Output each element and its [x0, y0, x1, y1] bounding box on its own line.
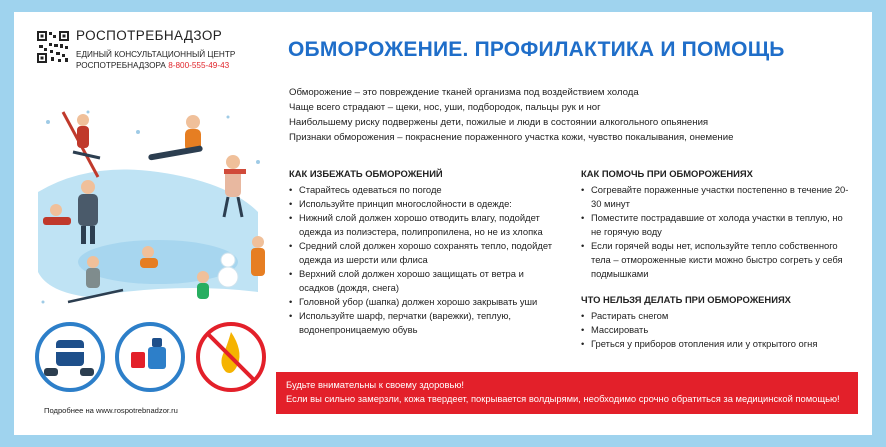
hot-drink-icon	[117, 324, 183, 390]
list-item: • Верхний слой должен хорошо защищать от ветра и осадков (дождя, снега)	[289, 267, 559, 295]
list-item: • Растирать снегом	[581, 309, 851, 323]
avoid-section	[289, 167, 559, 337]
qr-code-icon	[36, 30, 70, 64]
org-sub-line1: ЕДИНЫЙ КОНСУЛЬТАЦИОННЫЙ ЦЕНТР	[76, 50, 236, 59]
org-subtitle	[76, 50, 235, 71]
list-item: • Если горячей воды нет, используйте тепло собственного тела – отмороженные кисти можно быстро согреть у себя подмышками	[581, 239, 851, 281]
winter-illustration	[28, 102, 272, 402]
child-figure	[197, 271, 209, 299]
list-item: • Используйте шарф, перчатки (варежки), теплую, водонепроницаемую обувь	[289, 309, 559, 337]
org-name: РОСПОТРЕБНАДЗОР	[76, 28, 223, 43]
hotline-phone: 8-800-555-49-43	[168, 60, 230, 70]
avoid-list	[289, 183, 559, 337]
warning-line2: Если вы сильно замерзли, кожа твердеет, покрывается волдырями, необходимо срочно обратиться за медицинской помощью!	[286, 393, 840, 404]
dont-section	[581, 293, 851, 351]
list-item: • Греться у приборов отопления или у открытого огня	[581, 337, 851, 351]
help-section	[581, 167, 851, 281]
intro-line: Чаще всего страдают – щеки, нос, уши, подбородок, пальцы рук и ног	[289, 102, 601, 113]
list-item: • Поместите пострадавшие от холода участки в теплую, но не горячую воду	[581, 211, 851, 239]
help-list	[581, 183, 851, 281]
list-item: • Головной убор (шапка) должен хорошо закрывать уши	[289, 295, 559, 309]
page-title: ОБМОРОЖЕНИЕ. ПРОФИЛАКТИКА И ПОМОЩЬ	[288, 38, 785, 61]
list-item: • Средний слой должен хорошо сохранять тепло, подойдет одежда из шерсти или флиса	[289, 239, 559, 267]
dont-list	[581, 309, 851, 351]
warning-line1: Будьте внимательны к своему здоровью!	[286, 379, 465, 390]
walker-figure	[251, 236, 265, 276]
org-sub-line2	[76, 61, 235, 72]
org-sub-line2-text: РОСПОТРЕБНАДЗОРА	[76, 60, 166, 70]
skier-figure	[63, 112, 100, 177]
intro-line: Наибольшему риску подвержены дети, пожилые и люди в состоянии алкогольного опьянения	[289, 117, 709, 128]
snowboarder-figure	[148, 115, 203, 161]
list-item: • Нижний слой должен хорошо отводить влагу, подойдет одежда из полиэстера, полипропилена, но не из хлопка	[289, 211, 559, 239]
avoid-heading: КАК ИЗБЕЖАТЬ ОБМОРОЖЕНИЙ	[289, 168, 443, 179]
dont-heading: ЧТО НЕЛЬЗЯ ДЕЛАТЬ ПРИ ОБМОРОЖЕНИЯХ	[581, 294, 791, 305]
poster-card	[14, 12, 872, 435]
intro-line: Признаки обморожения – покраснение пораженного участка кожи, чувство покалывания, онемение	[289, 132, 734, 143]
list-item: • Массировать	[581, 323, 851, 337]
list-item: • Согревайте пораженные участки постепенно в течение 20-30 минут	[581, 183, 851, 211]
list-item: • Старайтесь одеваться по погоде	[289, 183, 559, 197]
more-info-link[interactable]: Подробнее на www.rospotrebnadzor.ru	[44, 406, 178, 415]
warning-banner	[276, 372, 858, 414]
no-fire-icon	[198, 324, 264, 390]
intro-text	[289, 85, 859, 145]
snowman-figure	[218, 253, 238, 287]
help-heading: КАК ПОМОЧЬ ПРИ ОБМОРОЖЕНИЯХ	[581, 168, 753, 179]
intro-line: Обморожение – это повреждение тканей организма под воздействием холода	[289, 87, 639, 98]
list-item: • Используйте принцип многослойности в одежде:	[289, 197, 559, 211]
clothing-icon	[37, 324, 103, 390]
